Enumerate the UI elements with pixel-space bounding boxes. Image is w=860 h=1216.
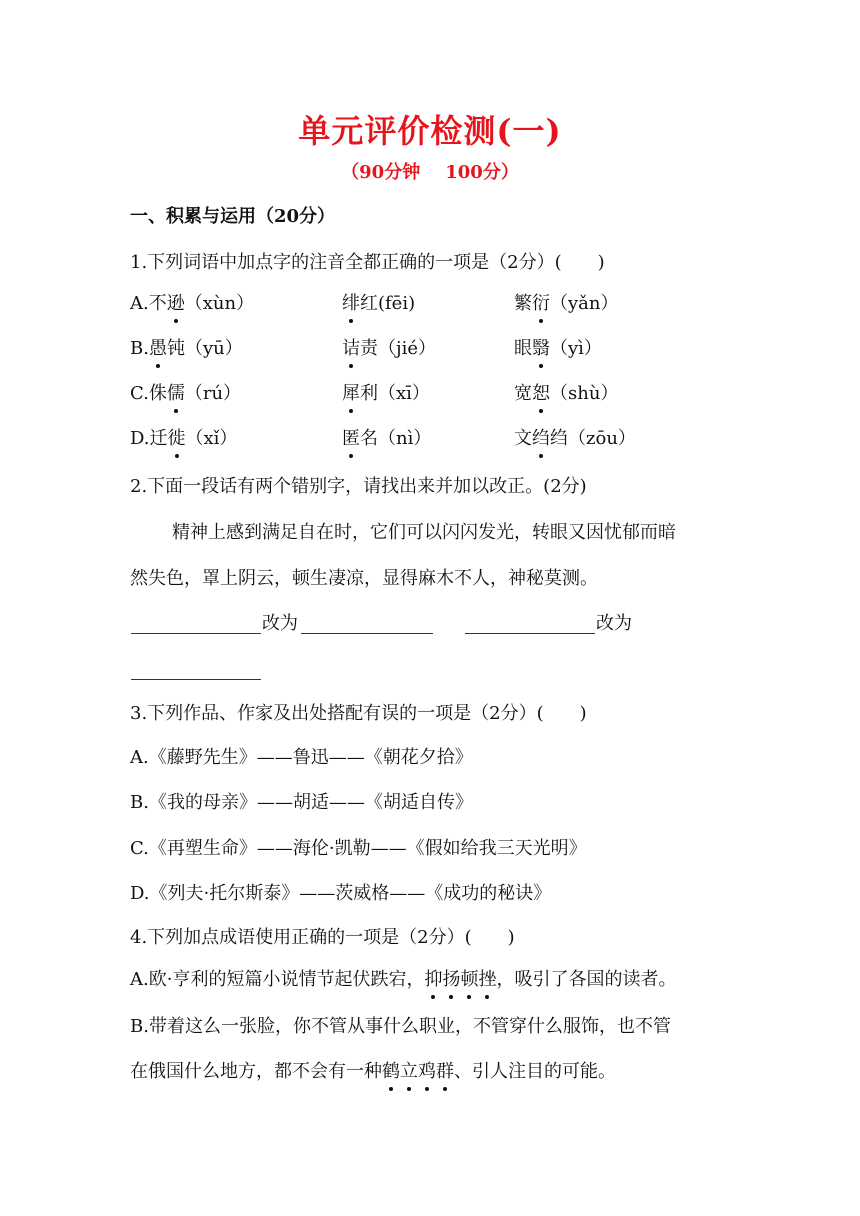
exam-duration-score: （90分钟 100分） — [341, 162, 519, 183]
option-b-word-1: B.愚钝（yū） — [130, 338, 243, 359]
dotted-char: 翳 — [532, 338, 550, 359]
question-1-stem: 1.下列词语中加点字的注音全都正确的一项是（2分）( ) — [130, 252, 605, 273]
question-3-option-b: B.《我的母亲》——胡适——《胡适自传》 — [130, 792, 473, 813]
question-4-option-b-line-2: 在俄国什么地方，都不会有一种鹤立鸡群、引人注目的可能。 — [130, 1061, 616, 1082]
dotted-char: 抑 — [424, 969, 443, 990]
answer-blank-1a[interactable] — [131, 633, 261, 634]
dotted-char: 诘 — [342, 338, 360, 359]
answer-blank-1b[interactable] — [301, 633, 433, 634]
dotted-char: 绯 — [342, 293, 360, 314]
question-4-stem: 4.下列加点成语使用正确的一项是（2分）( ) — [130, 927, 515, 948]
dotted-char: 挫 — [478, 969, 497, 990]
question-2-paragraph-line-2: 然失色，罩上阴云，顿生凄凉，显得麻木不人，神秘莫测。 — [130, 568, 598, 589]
question-3-option-c: C.《再塑生命》——海伦·凯勒——《假如给我三天光明》 — [130, 838, 587, 859]
change-to-label-2: 改为 — [596, 613, 632, 634]
dotted-char: 逊 — [166, 293, 185, 314]
option-c-word-1: C.侏儒（rú） — [130, 383, 242, 404]
option-d-word-1: D.迁徙（xǐ） — [130, 428, 238, 449]
option-a-word-1: A.不逊（xùn） — [130, 293, 255, 314]
dotted-char: 衍 — [532, 293, 550, 314]
answer-blank-2b[interactable] — [131, 679, 261, 680]
option-c-word-3: 宽恕（shù） — [514, 383, 619, 404]
question-2-paragraph-line-1: 精神上感到满足自在时，它们可以闪闪发光，转眼又因忧郁而暗 — [172, 522, 676, 543]
option-a-word-2: 绯红(fēi) — [342, 293, 416, 314]
dotted-char: 鸡 — [418, 1061, 436, 1082]
section-heading: 一、积累与运用（20分） — [130, 206, 336, 227]
dotted-char: 绉 — [532, 428, 550, 449]
dotted-char: 儒 — [166, 383, 185, 404]
question-3-option-d: D.《列夫·托尔斯泰》——茨威格——《成功的秘诀》 — [130, 883, 552, 904]
option-b-word-2: 诘责（jié） — [342, 338, 436, 359]
option-b-word-3: 眼翳（yì） — [514, 338, 602, 359]
option-d-word-2: 匿名（nì） — [342, 428, 432, 449]
change-to-label-1: 改为 — [262, 613, 298, 634]
option-a-word-3: 繁衍（yǎn） — [514, 293, 619, 314]
question-2-stem: 2.下面一段话有两个错别字，请找出来并加以改正。(2分) — [130, 476, 587, 497]
dotted-char: 匿 — [342, 428, 360, 449]
question-3-stem: 3.下列作品、作家及出处搭配有误的一项是（2分）( ) — [130, 703, 587, 724]
dotted-char: 立 — [400, 1061, 418, 1082]
option-c-word-2: 犀利（xī） — [342, 383, 430, 404]
question-3-option-a: A.《藤野先生》——鲁迅——《朝花夕拾》 — [130, 747, 473, 768]
dotted-char: 扬 — [442, 969, 461, 990]
answer-blank-2a[interactable] — [465, 633, 595, 634]
page-title: 单元评价检测(一) — [298, 112, 562, 150]
dotted-char: 愚 — [148, 338, 167, 359]
option-d-word-3: 文绉绉（zōu） — [514, 428, 636, 449]
dotted-char: 恕 — [532, 383, 550, 404]
question-4-option-b-line-1: B.带着这么一张脸，你不管从事什么职业，不管穿什么服饰，也不管 — [130, 1016, 671, 1037]
dotted-char: 犀 — [342, 383, 360, 404]
dotted-char: 群 — [436, 1061, 454, 1082]
question-4-option-a: A.欧·亨利的短篇小说情节起伏跌宕，抑扬顿挫，吸引了各国的读者。 — [130, 969, 677, 990]
dotted-char: 鹤 — [382, 1061, 400, 1082]
dotted-char: 顿 — [460, 969, 479, 990]
dotted-char: 徙 — [167, 428, 186, 449]
